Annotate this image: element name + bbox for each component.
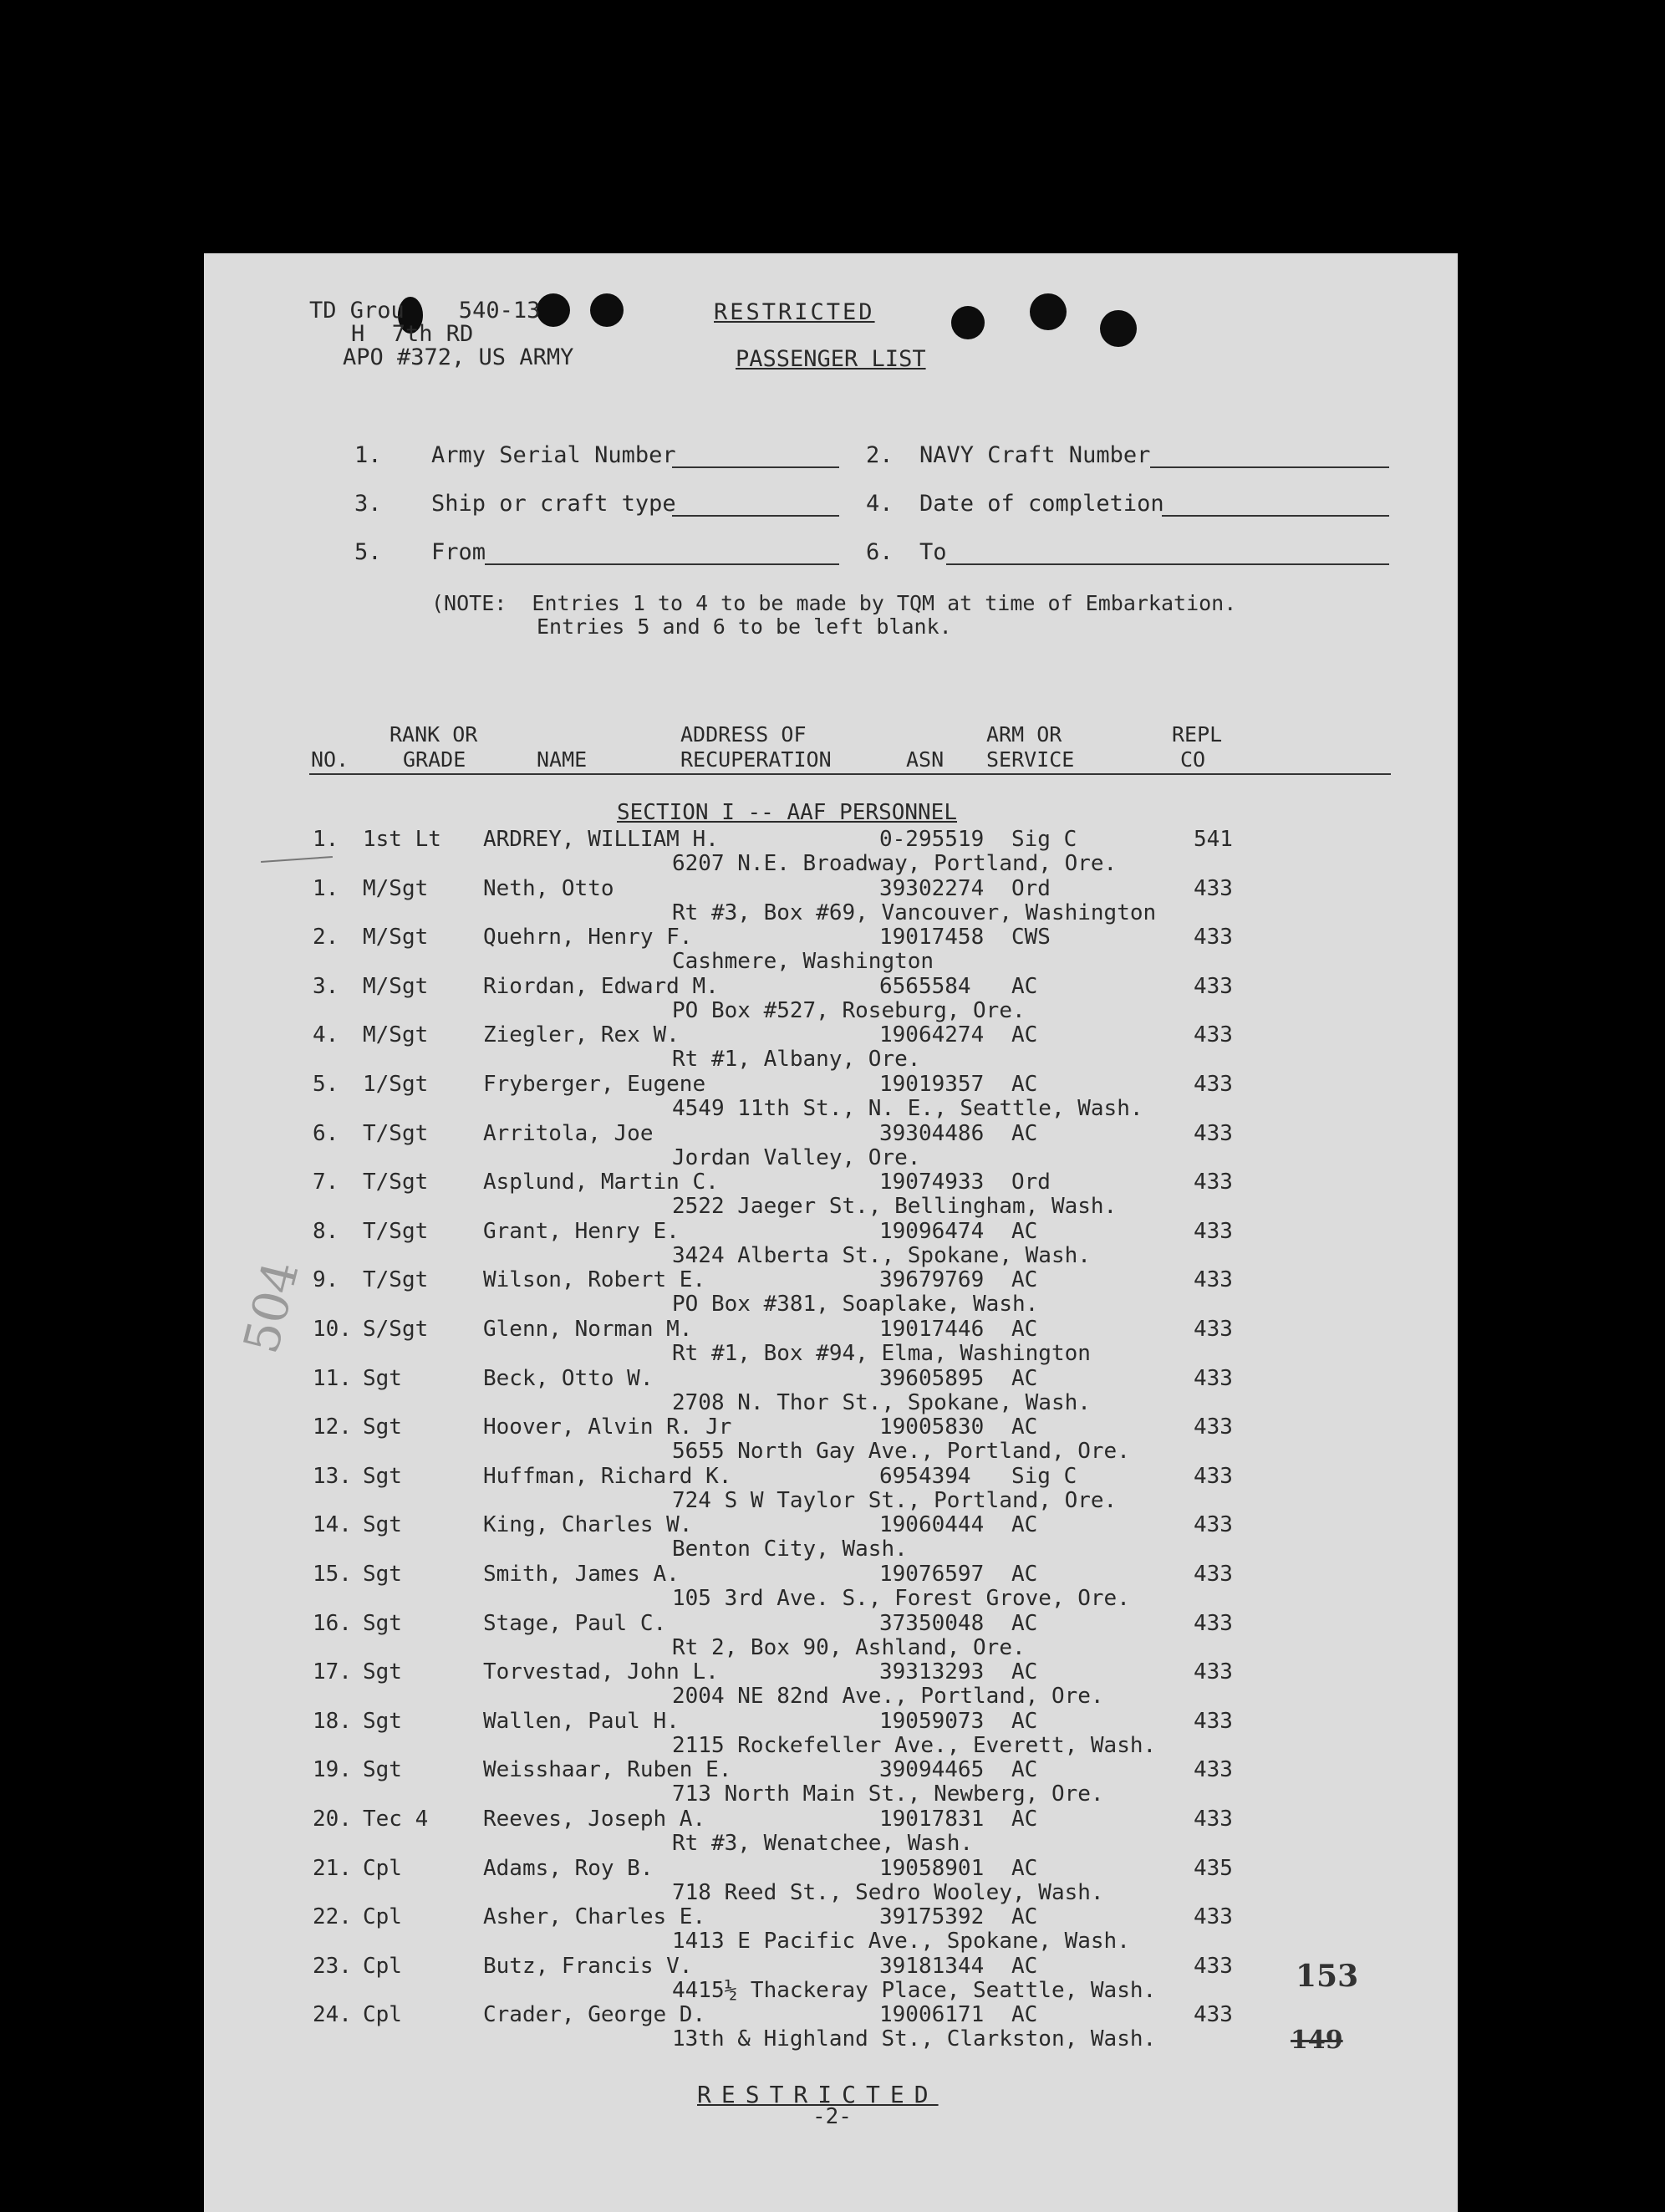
row-asn: 19017446	[879, 1317, 985, 1342]
row-arm: AC	[1011, 1072, 1038, 1097]
field-2-label: NAVY Craft Number	[919, 442, 1151, 468]
row-repl-co: 433	[1194, 1317, 1233, 1342]
field-5-number: 5.	[354, 539, 382, 565]
note-line-2: Entries 5 and 6 to be left blank.	[537, 614, 952, 639]
row-address: Rt #3, Wenatchee, Wash.	[672, 1831, 974, 1856]
row-address: 713 North Main St., Newberg, Ore.	[672, 1781, 1104, 1807]
note-line-1: (NOTE: Entries 1 to 4 to be made by TQM at time of Embarkation.	[431, 591, 1237, 615]
row-number: 7.	[313, 1170, 339, 1195]
row-address: Rt #1, Albany, Ore.	[672, 1047, 921, 1073]
row-rank: Sgt	[363, 1512, 402, 1538]
row-number: 23.	[313, 1953, 352, 1979]
row-repl-co: 433	[1194, 1072, 1233, 1097]
row-number: 21.	[313, 1855, 352, 1881]
table-row	[204, 1414, 1458, 1465]
row-name: Stage, Paul C.	[483, 1610, 667, 1636]
table-row	[204, 1856, 1458, 1906]
table-row	[204, 1317, 1458, 1367]
row-number: 16.	[313, 1610, 352, 1636]
row-number: 24.	[313, 2002, 352, 2028]
row-repl-co: 433	[1194, 1904, 1233, 1930]
table-row	[204, 1904, 1458, 1955]
row-asn: 39181344	[879, 1953, 985, 1979]
row-repl-co: 433	[1194, 1757, 1233, 1783]
row-repl-co: 433	[1194, 1267, 1233, 1293]
field-6-label: To	[919, 539, 947, 565]
row-repl-co: 433	[1194, 1512, 1233, 1538]
row-name: Adams, Roy B.	[483, 1855, 654, 1881]
row-asn: 39605895	[879, 1365, 985, 1391]
row-asn: 19059073	[879, 1708, 985, 1734]
row-asn: 19019357	[879, 1072, 985, 1097]
row-address: PO Box #527, Roseburg, Ore.	[672, 997, 1026, 1023]
row-arm: AC	[1011, 1512, 1038, 1538]
row-name: Huffman, Richard K.	[483, 1463, 732, 1489]
row-arm: Sig C	[1011, 827, 1077, 852]
row-asn: 19096474	[879, 1218, 985, 1244]
row-rank: Cpl	[363, 2002, 402, 2028]
row-asn: 19064274	[879, 1022, 985, 1048]
row-name: Ziegler, Rex W.	[483, 1022, 680, 1048]
table-row	[204, 1072, 1458, 1122]
row-name: Wilson, Robert E.	[483, 1267, 706, 1293]
section-title: SECTION I -- AAF PERSONNEL	[617, 800, 957, 825]
army-serial-number-field[interactable]	[672, 466, 839, 468]
row-arm: AC	[1011, 1120, 1038, 1146]
row-name: Asplund, Martin C.	[483, 1170, 719, 1195]
row-arm: Ord	[1011, 875, 1051, 901]
row-address: 2708 N. Thor St., Spokane, Wash.	[672, 1389, 1091, 1415]
row-number: 4.	[313, 1022, 339, 1048]
row-number: 9.	[313, 1267, 339, 1293]
row-asn: 39304486	[879, 1120, 985, 1146]
row-name: Riordan, Edward M.	[483, 973, 719, 999]
row-repl-co: 433	[1194, 1365, 1233, 1391]
row-asn: 6565584	[879, 973, 971, 999]
row-rank: Sgt	[363, 1757, 402, 1783]
classification-header: RESTRICTED	[714, 299, 875, 325]
row-rank: Sgt	[363, 1659, 402, 1685]
row-repl-co: 433	[1194, 875, 1233, 901]
table-row	[204, 1512, 1458, 1562]
table-row	[204, 1757, 1458, 1807]
table-row	[204, 1562, 1458, 1612]
row-rank: 1st Lt	[363, 827, 441, 852]
field-4-label: Date of completion	[919, 491, 1164, 517]
field-4-number: 4.	[866, 491, 894, 517]
row-address: 105 3rd Ave. S., Forest Grove, Ore.	[672, 1586, 1130, 1611]
unit-line-3: APO #372, US ARMY	[343, 344, 574, 370]
row-rank: M/Sgt	[363, 973, 429, 999]
row-rank: M/Sgt	[363, 925, 429, 951]
row-address: Cashmere, Washington	[672, 949, 934, 975]
row-name: Quehrn, Henry F.	[483, 925, 693, 951]
from-field[interactable]	[485, 563, 839, 565]
row-name: Butz, Francis V.	[483, 1953, 693, 1979]
row-rank: Cpl	[363, 1953, 402, 1979]
field-1-label: Army Serial Number	[431, 442, 676, 468]
row-address: 5655 North Gay Ave., Portland, Ore.	[672, 1439, 1130, 1465]
row-asn: 19076597	[879, 1562, 985, 1587]
row-rank: T/Sgt	[363, 1218, 429, 1244]
row-name: King, Charles W.	[483, 1512, 693, 1538]
row-rank: Cpl	[363, 1904, 402, 1930]
col-rank-top: RANK OR	[390, 722, 478, 747]
col-no: NO.	[311, 747, 349, 772]
row-repl-co: 433	[1194, 1170, 1233, 1195]
row-repl-co: 433	[1194, 1414, 1233, 1440]
row-name: Grant, Henry E.	[483, 1218, 680, 1244]
row-name: Crader, George D.	[483, 2002, 706, 2028]
table-row	[204, 1170, 1458, 1220]
row-number: 1.	[313, 827, 339, 852]
row-arm: AC	[1011, 1610, 1038, 1636]
row-repl-co: 433	[1194, 1708, 1233, 1734]
row-arm: AC	[1011, 1807, 1038, 1832]
field-1-number: 1.	[354, 442, 382, 468]
row-repl-co: 433	[1194, 1610, 1233, 1636]
row-number: 12.	[313, 1414, 352, 1440]
field-3-label: Ship or craft type	[431, 491, 676, 517]
date-of-completion-field[interactable]	[1162, 515, 1389, 517]
row-rank: T/Sgt	[363, 1120, 429, 1146]
row-asn: 19005830	[879, 1414, 985, 1440]
row-address: 13th & Highland St., Clarkston, Wash.	[672, 2026, 1157, 2052]
row-rank: S/Sgt	[363, 1317, 429, 1342]
row-address: 6207 N.E. Broadway, Portland, Ore.	[672, 851, 1118, 876]
row-arm: AC	[1011, 1414, 1038, 1440]
row-arm: Ord	[1011, 1170, 1051, 1195]
row-address: Rt 2, Box 90, Ashland, Ore.	[672, 1634, 1026, 1660]
table-row	[204, 1121, 1458, 1171]
row-arm: AC	[1011, 1855, 1038, 1881]
row-repl-co: 433	[1194, 1463, 1233, 1489]
field-2-number: 2.	[866, 442, 894, 468]
row-address: 3424 Alberta St., Spokane, Wash.	[672, 1242, 1091, 1268]
row-number: 10.	[313, 1317, 352, 1342]
row-rank: Sgt	[363, 1708, 402, 1734]
row-name: Hoover, Alvin R. Jr	[483, 1414, 732, 1440]
row-repl-co: 433	[1194, 1120, 1233, 1146]
row-rank: Sgt	[363, 1562, 402, 1587]
row-address: Rt #1, Box #94, Elma, Washington	[672, 1341, 1091, 1366]
row-arm: AC	[1011, 1904, 1038, 1930]
ink-blot	[537, 293, 570, 327]
table-row	[204, 1807, 1458, 1857]
row-repl-co: 433	[1194, 1562, 1233, 1587]
row-address: PO Box #381, Soaplake, Wash.	[672, 1292, 1039, 1318]
row-arm: AC	[1011, 1708, 1038, 1734]
row-number: 13.	[313, 1463, 352, 1489]
row-name: Weisshaar, Ruben E.	[483, 1757, 732, 1783]
row-arm: AC	[1011, 1562, 1038, 1587]
row-address: Jordan Valley, Ore.	[672, 1144, 921, 1170]
row-rank: M/Sgt	[363, 1022, 429, 1048]
row-asn: 39175392	[879, 1904, 985, 1930]
row-name: Beck, Otto W.	[483, 1365, 654, 1391]
row-arm: AC	[1011, 1022, 1038, 1048]
row-number: 22.	[313, 1904, 352, 1930]
field-5-label: From	[431, 539, 486, 565]
row-repl-co: 433	[1194, 1807, 1233, 1832]
row-repl-co: 541	[1194, 827, 1233, 852]
row-arm: AC	[1011, 1953, 1038, 1979]
table-row	[204, 1267, 1458, 1318]
row-name: Arritola, Joe	[483, 1120, 654, 1146]
page-number: -2-	[812, 2104, 852, 2129]
table-row	[204, 876, 1458, 926]
page-stamp-old: 149	[1291, 2026, 1343, 2055]
row-asn: 19017458	[879, 925, 985, 951]
navy-craft-number-field[interactable]	[1150, 466, 1389, 468]
col-repl-top: REPL	[1172, 722, 1223, 747]
row-number: 18.	[313, 1708, 352, 1734]
table-row	[204, 1659, 1458, 1710]
col-arm-bottom: SERVICE	[986, 747, 1075, 772]
row-number: 6.	[313, 1120, 339, 1146]
row-rank: Sgt	[363, 1414, 402, 1440]
row-name: Smith, James A.	[483, 1562, 680, 1587]
row-repl-co: 433	[1194, 2002, 1233, 2028]
row-arm: AC	[1011, 1757, 1038, 1783]
row-number: 20.	[313, 1807, 352, 1832]
row-name: Asher, Charles E.	[483, 1904, 706, 1930]
table-row	[204, 1464, 1458, 1514]
field-6-number: 6.	[866, 539, 894, 565]
row-repl-co: 435	[1194, 1855, 1233, 1881]
row-asn: 39094465	[879, 1757, 985, 1783]
table-row	[204, 925, 1458, 975]
row-number: 11.	[313, 1365, 352, 1391]
unit-line-2: H 7th RD	[351, 321, 474, 347]
row-name: Fryberger, Eugene	[483, 1072, 706, 1097]
row-repl-co: 433	[1194, 925, 1233, 951]
row-asn: 19058901	[879, 1855, 985, 1881]
row-repl-co: 433	[1194, 1953, 1233, 1979]
table-row	[204, 2002, 1458, 2052]
row-rank: 1/Sgt	[363, 1072, 429, 1097]
row-address: 2522 Jaeger St., Bellingham, Wash.	[672, 1194, 1118, 1220]
table-row	[204, 827, 1458, 877]
table-row	[204, 1611, 1458, 1661]
col-addr-bottom: RECUPERATION	[680, 747, 832, 772]
row-rank: T/Sgt	[363, 1170, 429, 1195]
table-row	[204, 1954, 1458, 2004]
row-number: 15.	[313, 1562, 352, 1587]
row-asn: 19006171	[879, 2002, 985, 2028]
col-name: NAME	[537, 747, 588, 772]
ink-blot	[1030, 293, 1067, 330]
row-address: Rt #3, Box #69, Vancouver, Washington	[672, 900, 1157, 925]
row-asn: 19060444	[879, 1512, 985, 1538]
row-asn: 39313293	[879, 1659, 985, 1685]
row-asn: 19074933	[879, 1170, 985, 1195]
row-rank: Sgt	[363, 1463, 402, 1489]
row-name: Wallen, Paul H.	[483, 1708, 680, 1734]
row-rank: Tec 4	[363, 1807, 429, 1832]
header-rule	[309, 773, 1391, 775]
col-asn: ASN	[906, 747, 945, 772]
row-asn: 37350048	[879, 1610, 985, 1636]
row-address: 2004 NE 82nd Ave., Portland, Ore.	[672, 1684, 1104, 1710]
document-page	[204, 253, 1458, 2212]
col-rank-bottom: GRADE	[403, 747, 466, 772]
row-name: ARDREY, WILLIAM H.	[483, 827, 719, 852]
table-row	[204, 1366, 1458, 1416]
col-arm-top: ARM OR	[986, 722, 1062, 747]
ink-blot	[1100, 310, 1137, 347]
row-address: 4415½ Thackeray Place, Seattle, Wash.	[672, 1977, 1157, 2003]
row-asn: 6954394	[879, 1463, 971, 1489]
to-field[interactable]	[946, 563, 1389, 565]
table-row	[204, 1709, 1458, 1759]
row-asn: 39679769	[879, 1267, 985, 1293]
row-address: 718 Reed St., Sedro Wooley, Wash.	[672, 1879, 1104, 1905]
row-rank: Sgt	[363, 1365, 402, 1391]
row-address: Benton City, Wash.	[672, 1537, 908, 1562]
row-number: 19.	[313, 1757, 352, 1783]
row-asn: 0-295519	[879, 827, 985, 852]
row-asn: 39302274	[879, 875, 985, 901]
row-address: 4549 11th St., N. E., Seattle, Wash.	[672, 1096, 1143, 1121]
col-repl-bottom: CO	[1180, 747, 1206, 772]
ink-blot	[951, 306, 985, 339]
row-name: Glenn, Norman M.	[483, 1317, 693, 1342]
row-arm: AC	[1011, 2002, 1038, 2028]
row-arm: AC	[1011, 1218, 1038, 1244]
table-row	[204, 974, 1458, 1024]
row-arm: AC	[1011, 1659, 1038, 1685]
row-address: 2115 Rockefeller Ave., Everett, Wash.	[672, 1732, 1157, 1758]
row-number: 14.	[313, 1512, 352, 1538]
margin-handwriting: 504	[232, 1255, 310, 1359]
row-number: 8.	[313, 1218, 339, 1244]
row-number: 5.	[313, 1072, 339, 1097]
unit-line-1: TD Grou 540-13	[309, 298, 541, 324]
row-arm: CWS	[1011, 925, 1051, 951]
table-row	[204, 1219, 1458, 1269]
table-row	[204, 1022, 1458, 1073]
row-number: 17.	[313, 1659, 352, 1685]
field-3-number: 3.	[354, 491, 382, 517]
row-name: Neth, Otto	[483, 875, 614, 901]
row-arm: AC	[1011, 1267, 1038, 1293]
row-arm: AC	[1011, 973, 1038, 999]
row-address: 1413 E Pacific Ave., Spokane, Wash.	[672, 1929, 1130, 1955]
row-arm: AC	[1011, 1365, 1038, 1391]
row-name: Reeves, Joseph A.	[483, 1807, 706, 1832]
ship-type-field[interactable]	[672, 515, 839, 517]
row-rank: T/Sgt	[363, 1267, 429, 1293]
row-repl-co: 433	[1194, 1659, 1233, 1685]
row-rank: Cpl	[363, 1855, 402, 1881]
row-rank: M/Sgt	[363, 875, 429, 901]
row-number: 2.	[313, 925, 339, 951]
document-title: PASSENGER LIST	[736, 346, 926, 372]
col-addr-top: ADDRESS OF	[680, 722, 807, 747]
classification-footer: RESTRICTED	[697, 2081, 939, 2108]
ink-blot	[590, 293, 624, 327]
row-repl-co: 433	[1194, 1218, 1233, 1244]
row-number: 3.	[313, 973, 339, 999]
row-name: Torvestad, John L.	[483, 1659, 719, 1685]
row-arm: AC	[1011, 1317, 1038, 1342]
row-address: 724 S W Taylor St., Portland, Ore.	[672, 1487, 1118, 1513]
page-stamp: 153	[1296, 1959, 1359, 1994]
row-repl-co: 433	[1194, 973, 1233, 999]
row-asn: 19017831	[879, 1807, 985, 1832]
row-rank: Sgt	[363, 1610, 402, 1636]
row-repl-co: 433	[1194, 1022, 1233, 1048]
row-arm: Sig C	[1011, 1463, 1077, 1489]
row-number: 1.	[313, 875, 339, 901]
